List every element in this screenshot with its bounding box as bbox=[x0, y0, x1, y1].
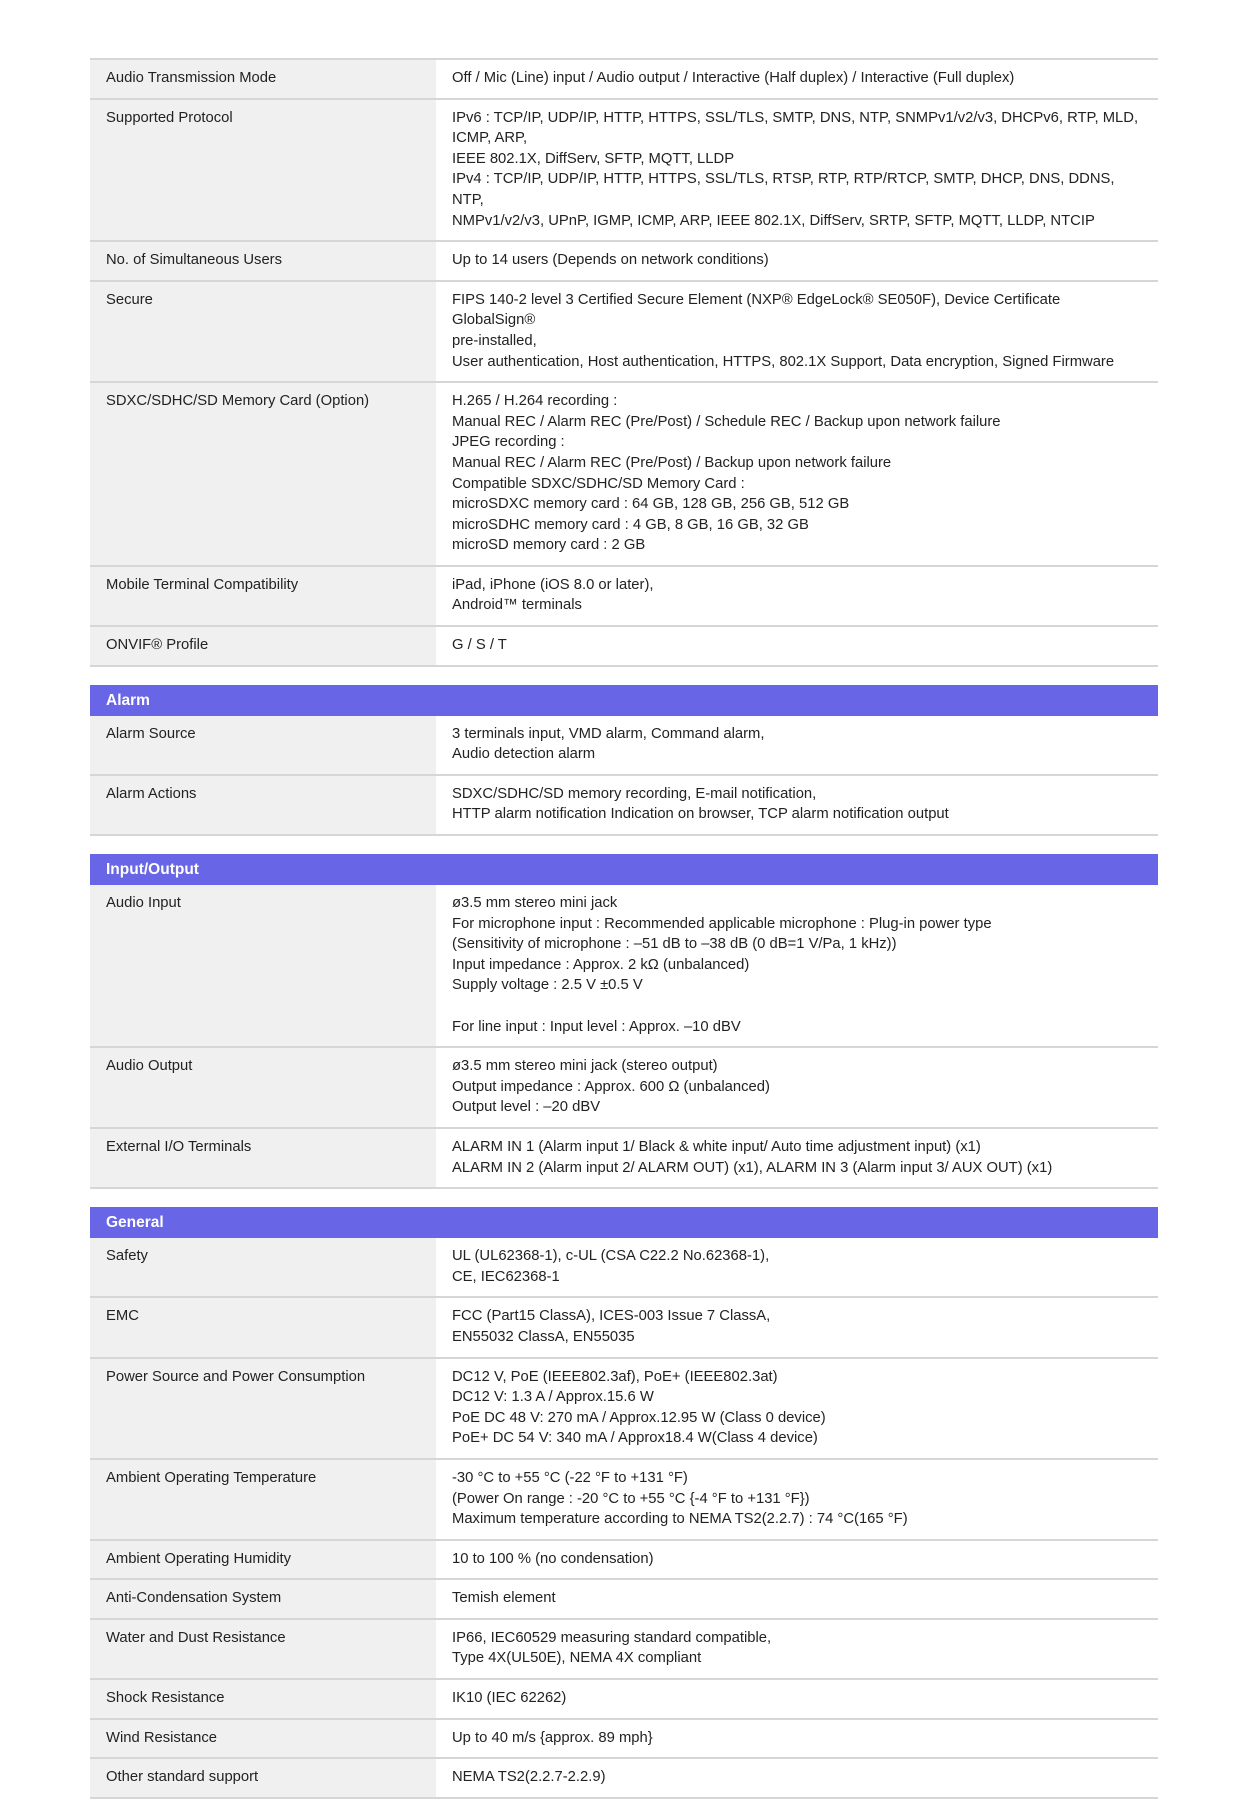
spec-value bbox=[436, 1540, 1158, 1580]
spec-value-line: ALARM IN 2 (Alarm input 2/ ALARM OUT) (x1), ALARM IN 3 (Alarm input 3/ AUX OUT) (x1) bbox=[452, 1159, 1053, 1176]
spec-row bbox=[90, 885, 1158, 1047]
spec-row bbox=[90, 281, 1158, 382]
spec-value bbox=[436, 566, 1158, 626]
spec-value bbox=[436, 1047, 1158, 1128]
spec-label: Supported Protocol bbox=[90, 99, 436, 242]
spec-value-line: Off / Mic (Line) input / Audio output / Interactive (Half duplex) / Interactive (Full duplex) bbox=[452, 70, 1015, 86]
spec-table-network bbox=[90, 58, 1158, 667]
spec-value-line: DC12 V, PoE (IEEE802.3af), PoE+ (IEEE802.3at) bbox=[452, 1368, 778, 1385]
spec-value-line: For microphone input : Recommended applicable microphone : Plug-in power type bbox=[452, 915, 992, 932]
spec-value bbox=[436, 1619, 1158, 1679]
spec-value-line: iPad, iPhone (iOS 8.0 or later), bbox=[452, 576, 654, 593]
section-header-alarm: Alarm bbox=[90, 685, 1158, 716]
spec-value bbox=[436, 1358, 1158, 1459]
spec-value-line: Output level : –20 dBV bbox=[452, 1099, 601, 1116]
spec-value-line: pre-installed, bbox=[452, 332, 537, 349]
spec-row bbox=[90, 1758, 1158, 1798]
spec-value-line: IPv6 : TCP/IP, UDP/IP, HTTP, HTTPS, SSL/TLS, SMTP, DNS, NTP, SNMPv1/v2/v3, DHCPv6, RTP, MLD, ICMP, ARP, bbox=[452, 109, 1139, 147]
spec-value-line: Manual REC / Alarm REC (Pre/Post) / Backup upon network failure bbox=[452, 454, 892, 471]
spec-value bbox=[436, 1297, 1158, 1357]
section-header-general: General bbox=[90, 1207, 1158, 1238]
spec-label: Safety bbox=[90, 1238, 436, 1297]
spec-value-line: FCC (Part15 ClassA), ICES-003 Issue 7 ClassA, bbox=[452, 1308, 771, 1325]
spec-value bbox=[436, 281, 1158, 382]
spec-value-line: Supply voltage : 2.5 V ±0.5 V bbox=[452, 977, 643, 994]
spec-label: Water and Dust Resistance bbox=[90, 1619, 436, 1679]
spec-row bbox=[90, 1459, 1158, 1540]
spec-row bbox=[90, 1128, 1158, 1188]
spec-value-line: -30 °C to +55 °C (-22 °F to +131 °F) bbox=[452, 1469, 688, 1486]
spec-value bbox=[436, 1238, 1158, 1297]
spec-table-input-output bbox=[90, 885, 1158, 1189]
spec-row bbox=[90, 1047, 1158, 1128]
spec-row bbox=[90, 626, 1158, 666]
spec-label: Wind Resistance bbox=[90, 1719, 436, 1759]
spec-label: EMC bbox=[90, 1297, 436, 1357]
spec-label: Mobile Terminal Compatibility bbox=[90, 566, 436, 626]
spec-label: Other standard support bbox=[90, 1758, 436, 1798]
spec-row bbox=[90, 1358, 1158, 1459]
spec-value bbox=[436, 99, 1158, 242]
spec-label: Audio Transmission Mode bbox=[90, 59, 436, 99]
spec-row bbox=[90, 241, 1158, 281]
section-input-output bbox=[90, 854, 1158, 1189]
spec-value-line: FIPS 140-2 level 3 Certified Secure Element (NXP® EdgeLock® SE050F), Device Certificate GlobalSign® bbox=[452, 291, 1061, 329]
spec-row bbox=[90, 99, 1158, 242]
spec-value-line: For line input : Input level : Approx. –10 dBV bbox=[452, 1018, 741, 1035]
spec-value-line: IK10 (IEC 62262) bbox=[452, 1690, 567, 1707]
spec-value-line: microSD memory card : 2 GB bbox=[452, 537, 646, 554]
spec-value-line: microSDHC memory card : 4 GB, 8 GB, 16 GB, 32 GB bbox=[452, 516, 809, 533]
spec-label: Audio Input bbox=[90, 885, 436, 1047]
section-alarm bbox=[90, 685, 1158, 836]
spec-value bbox=[436, 241, 1158, 281]
spec-row bbox=[90, 1238, 1158, 1297]
spec-value-line: Temish element bbox=[452, 1590, 556, 1607]
spec-label: Audio Output bbox=[90, 1047, 436, 1128]
spec-value bbox=[436, 1459, 1158, 1540]
spec-label: Alarm Source bbox=[90, 716, 436, 775]
spec-label: Anti-Condensation System bbox=[90, 1579, 436, 1619]
spec-label: Ambient Operating Temperature bbox=[90, 1459, 436, 1540]
spec-value-line: G / S / T bbox=[452, 637, 507, 654]
spec-value-line: IEEE 802.1X, DiffServ, SFTP, MQTT, LLDP bbox=[452, 150, 735, 167]
spec-value-line: ø3.5 mm stereo mini jack (stereo output) bbox=[452, 1058, 718, 1075]
spec-value-line: NEMA TS2(2.2.7-2.2.9) bbox=[452, 1769, 606, 1786]
spec-row bbox=[90, 382, 1158, 566]
spec-row bbox=[90, 59, 1158, 99]
spec-row bbox=[90, 1719, 1158, 1759]
spec-value-line: IP66, IEC60529 measuring standard compatible, bbox=[452, 1629, 772, 1646]
spec-value-line: UL (UL62368-1), c-UL (CSA C22.2 No.62368-1), bbox=[452, 1248, 770, 1265]
spec-row bbox=[90, 566, 1158, 626]
spec-value-line: SDXC/SDHC/SD memory recording, E-mail notification, bbox=[452, 785, 817, 802]
spec-value bbox=[436, 1719, 1158, 1759]
spec-value bbox=[436, 775, 1158, 835]
spec-table-general bbox=[90, 1238, 1158, 1799]
spec-label: Shock Resistance bbox=[90, 1679, 436, 1719]
spec-value-line: (Power On range : -20 °C to +55 °C {-4 °F to +131 °F}) bbox=[452, 1490, 810, 1507]
spec-value-line: Audio detection alarm bbox=[452, 746, 596, 763]
spec-label: No. of Simultaneous Users bbox=[90, 241, 436, 281]
spec-value bbox=[436, 1128, 1158, 1188]
spec-row bbox=[90, 1297, 1158, 1357]
spec-value-line: Up to 40 m/s {approx. 89 mph} bbox=[452, 1729, 653, 1746]
spec-label: Ambient Operating Humidity bbox=[90, 1540, 436, 1580]
spec-label: SDXC/SDHC/SD Memory Card (Option) bbox=[90, 382, 436, 566]
spec-table-alarm bbox=[90, 716, 1158, 836]
spec-value-line: 10 to 100 % (no condensation) bbox=[452, 1550, 654, 1567]
spec-value-line: (Sensitivity of microphone : –51 dB to –38 dB (0 dB=1 V/Pa, 1 kHz)) bbox=[452, 936, 897, 953]
spec-value-line: Android™ terminals bbox=[452, 597, 582, 614]
spec-value bbox=[436, 382, 1158, 566]
spec-value bbox=[436, 1679, 1158, 1719]
spec-value-line bbox=[452, 996, 1142, 1017]
spec-value-line: Up to 14 users (Depends on network conditions) bbox=[452, 252, 769, 269]
spec-row bbox=[90, 1619, 1158, 1679]
spec-value bbox=[436, 716, 1158, 775]
spec-label: Power Source and Power Consumption bbox=[90, 1358, 436, 1459]
spec-value-line: 3 terminals input, VMD alarm, Command alarm, bbox=[452, 725, 765, 742]
spec-value-line: Type 4X(UL50E), NEMA 4X compliant bbox=[452, 1650, 702, 1667]
spec-value-line: Compatible SDXC/SDHC/SD Memory Card : bbox=[452, 475, 745, 492]
spec-value-line: ALARM IN 1 (Alarm input 1/ Black & white input/ Auto time adjustment input) (x1) bbox=[452, 1138, 981, 1155]
spec-value-line: IPv4 : TCP/IP, UDP/IP, HTTP, HTTPS, SSL/TLS, RTSP, RTP, RTP/RTCP, SMTP, DHCP, DNS, DDNS, NTP, bbox=[452, 171, 1115, 208]
spec-value-line: PoE DC 48 V: 270 mA / Approx.12.95 W (Class 0 device) bbox=[452, 1409, 826, 1426]
spec-label: ONVIF® Profile bbox=[90, 626, 436, 666]
spec-value-line: User authentication, Host authentication, HTTPS, 802.1X Support, Data encryption, Signed Firmware bbox=[452, 353, 1115, 370]
spec-value-line: Maximum temperature according to NEMA TS2(2.2.7) : 74 °C(165 °F) bbox=[452, 1511, 908, 1528]
spec-value-line: microSDXC memory card : 64 GB, 128 GB, 256 GB, 512 GB bbox=[452, 496, 850, 513]
spec-row bbox=[90, 1579, 1158, 1619]
spec-row bbox=[90, 1540, 1158, 1580]
spec-value-line: ø3.5 mm stereo mini jack bbox=[452, 895, 618, 912]
spec-value-line: NMPv1/v2/v3, UPnP, IGMP, ICMP, ARP, IEEE 802.1X, DiffServ, SRTP, SFTP, MQTT, LLDP, NTCIP bbox=[452, 212, 1095, 229]
spec-value-line: Input impedance : Approx. 2 kΩ (unbalanced) bbox=[452, 956, 750, 973]
spec-value-line: JPEG recording : bbox=[452, 434, 565, 451]
spec-value bbox=[436, 885, 1158, 1047]
spec-value bbox=[436, 1579, 1158, 1619]
spec-value-line: H.265 / H.264 recording : bbox=[452, 393, 618, 410]
spec-value-line: EN55032 ClassA, EN55035 bbox=[452, 1328, 635, 1345]
spec-row bbox=[90, 716, 1158, 775]
spec-value-line: Manual REC / Alarm REC (Pre/Post) / Schedule REC / Backup upon network failure bbox=[452, 413, 1001, 430]
spec-value-line: DC12 V: 1.3 A / Approx.15.6 W bbox=[452, 1389, 654, 1406]
spec-row bbox=[90, 775, 1158, 835]
spec-sheet bbox=[90, 58, 1158, 1817]
spec-label: Secure bbox=[90, 281, 436, 382]
spec-value-line: CE, IEC62368-1 bbox=[452, 1268, 560, 1285]
spec-value bbox=[436, 1758, 1158, 1798]
section-header-input-output: Input/Output bbox=[90, 854, 1158, 885]
spec-row bbox=[90, 1679, 1158, 1719]
spec-label: External I/O Terminals bbox=[90, 1128, 436, 1188]
section-general bbox=[90, 1207, 1158, 1799]
spec-value bbox=[436, 59, 1158, 99]
spec-value-line: HTTP alarm notification Indication on browser, TCP alarm notification output bbox=[452, 806, 949, 823]
spec-label: Alarm Actions bbox=[90, 775, 436, 835]
section-network bbox=[90, 58, 1158, 667]
spec-value-line: Output impedance : Approx. 600 Ω (unbalanced) bbox=[452, 1078, 770, 1095]
spec-value-line: PoE+ DC 54 V: 340 mA / Approx18.4 W(Class 4 device) bbox=[452, 1430, 818, 1447]
spec-value bbox=[436, 626, 1158, 666]
